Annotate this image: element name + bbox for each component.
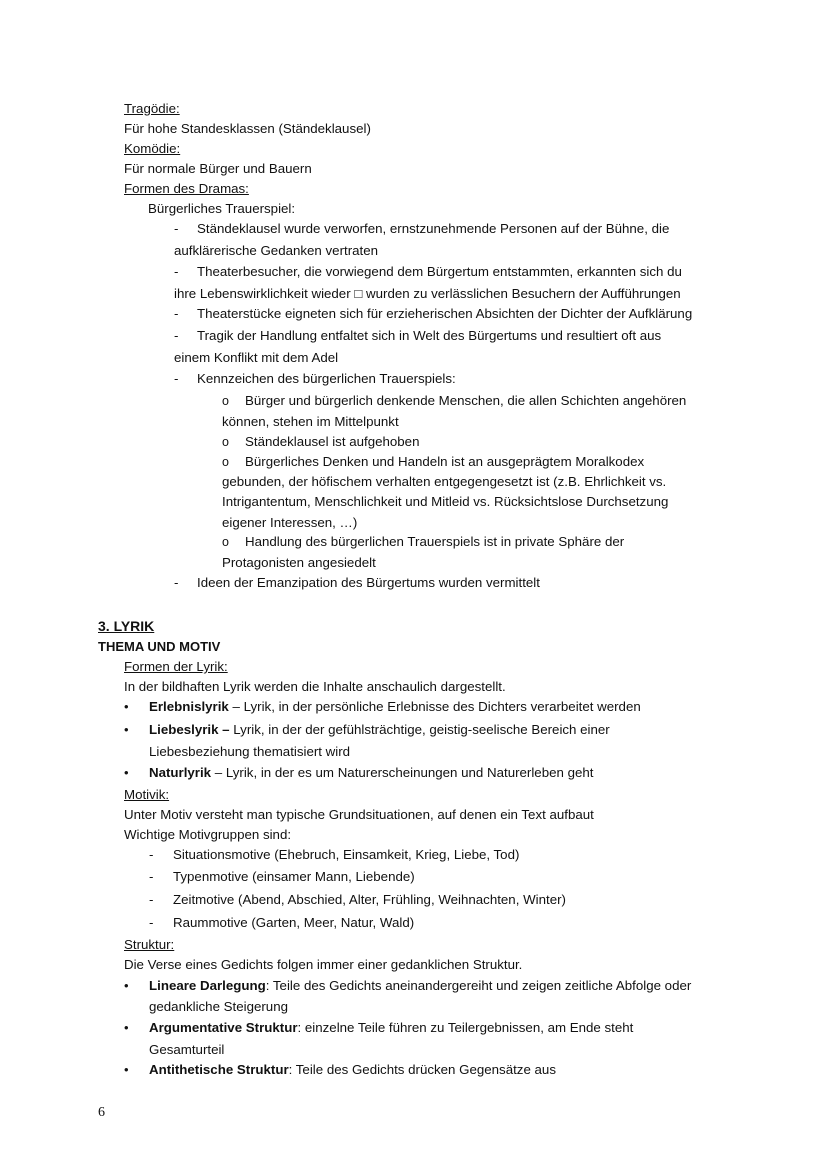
motivik-intro: Unter Motiv versteht man typische Grundsituationen, auf denen ein Text aufbaut [124, 807, 594, 822]
list-item: Ideen der Emanzipation des Bürgertums wurden vermittelt [197, 575, 540, 590]
list-item-continued: Liebesbeziehung thematisiert wird [149, 744, 351, 759]
list-item [149, 1061, 556, 1079]
komoedie-text: Für normale Bürger und Bauern [124, 161, 312, 176]
list-dash: - [174, 575, 179, 590]
circle-bullet: o [222, 394, 229, 408]
list-dash: - [149, 915, 154, 930]
bullet: • [124, 699, 129, 714]
list-item-continued: gedankliche Steigerung [149, 999, 288, 1014]
sub-list-item: Bürgerliches Denken und Handeln ist an ausgeprägtem Moralkodex [245, 454, 645, 469]
sub-list-item-continued: Protagonisten angesiedelt [222, 555, 376, 570]
list-term: Argumentative Struktur [149, 1020, 298, 1035]
bullet: • [124, 765, 129, 780]
motivgruppen-label: Wichtige Motivgruppen sind: [124, 827, 292, 842]
list-item: Typenmotive (einsamer Mann, Liebende) [173, 869, 415, 884]
circle-bullet: o [222, 455, 229, 469]
list-item-continued: aufklärerische Gedanken vertraten [174, 243, 378, 258]
formen-lyrik-intro: In der bildhaften Lyrik werden die Inhalte anschaulich dargestellt. [124, 679, 506, 694]
bullet: • [124, 978, 129, 993]
list-term: Lineare Darlegung [149, 978, 266, 993]
list-dash: - [174, 264, 179, 279]
komoedie-heading: Komödie: [124, 141, 181, 156]
list-dash: - [174, 221, 179, 236]
sub-list-item-continued: eigener Interessen, …) [222, 515, 358, 530]
list-item-continued: einem Konflikt mit dem Adel [174, 350, 339, 365]
sub-list-item-continued: können, stehen im Mittelpunkt [222, 414, 399, 429]
list-item: Tragik der Handlung entfaltet sich in Welt des Bürgertums und resultiert oft aus [197, 328, 662, 343]
list-dash: - [149, 892, 154, 907]
list-item: Zeitmotive (Abend, Abschied, Alter, Frühling, Weihnachten, Winter) [173, 892, 566, 907]
list-text: – Lyrik, in der persönliche Erlebnisse des Dichters verarbeitet werden [228, 699, 641, 714]
list-item [149, 721, 610, 739]
list-item: Ständeklausel wurde verworfen, ernstzunehmende Personen auf der Bühne, die [197, 221, 670, 236]
formen-dramas-heading: Formen des Dramas: [124, 181, 249, 196]
sub-list-item: Handlung des bürgerlichen Trauerspiels ist in private Sphäre der [245, 534, 625, 549]
buergerliches-trauerspiel-heading: Bürgerliches Trauerspiel: [148, 201, 296, 216]
section-title-lyrik: 3. LYRIK [98, 618, 155, 634]
bullet: • [124, 1020, 129, 1035]
bullet: • [124, 1062, 129, 1077]
list-dash: - [149, 847, 154, 862]
list-dash: - [174, 306, 179, 321]
list-item [149, 977, 691, 995]
list-term: Naturlyrik [149, 765, 212, 780]
list-item-continued: ihre Lebenswirklichkeit wieder □ wurden zu verlässlichen Besuchern der Aufführungen [174, 286, 681, 301]
list-text: : Teile des Gedichts drücken Gegensätze aus [288, 1062, 556, 1077]
list-item [149, 1019, 633, 1037]
list-item: Kennzeichen des bürgerlichen Trauerspiels: [197, 371, 456, 386]
circle-bullet: o [222, 535, 229, 549]
sub-list-item-continued: Intrigantentum, Menschlichkeit und Mitleid vs. Rücksichtslose Durchsetzung [222, 494, 669, 509]
list-dash: - [149, 869, 154, 884]
list-item: Theaterbesucher, die vorwiegend dem Bürgertum entstammten, erkannten sich du [197, 264, 682, 279]
sub-list-item-continued: gebunden, der höfischem verhalten entgegengesetzt ist (z.B. Ehrlichkeit vs. [222, 474, 667, 489]
list-item-continued: Gesamturteil [149, 1042, 225, 1057]
list-item: Raummotive (Garten, Meer, Natur, Wald) [173, 915, 415, 930]
list-item [149, 764, 593, 782]
list-item: Situationsmotive (Ehebruch, Einsamkeit, Krieg, Liebe, Tod) [173, 847, 520, 862]
motivik-heading: Motivik: [124, 787, 170, 802]
tragoedie-text: Für hohe Standesklassen (Ständeklausel) [124, 121, 371, 136]
list-text: : Teile des Gedichts aneinandergereiht und zeigen zeitliche Abfolge oder [265, 978, 692, 993]
sub-list-item: Ständeklausel ist aufgehoben [245, 434, 420, 449]
list-item: Theaterstücke eigneten sich für erzieherischen Absichten der Dichter der Aufklärung [197, 306, 693, 321]
list-dash: - [174, 371, 179, 386]
struktur-heading: Struktur: [124, 937, 175, 952]
list-text: – Lyrik, in der es um Naturerscheinungen und Naturerleben geht [211, 765, 594, 780]
bullet: • [124, 722, 129, 737]
list-text: Lyrik, in der der gefühlsträchtige, geistig-seelische Bereich einer [229, 722, 610, 737]
circle-bullet: o [222, 435, 229, 449]
sub-list-item: Bürger und bürgerlich denkende Menschen, die allen Schichten angehören [245, 393, 687, 408]
tragoedie-heading: Tragödie: [124, 101, 180, 116]
subsection-title-thema-motiv: THEMA UND MOTIV [98, 639, 221, 654]
list-item [149, 698, 641, 716]
list-text: : einzelne Teile führen zu Teilergebnissen, am Ende steht [297, 1020, 634, 1035]
list-term: Antithetische Struktur [149, 1062, 289, 1077]
formen-lyrik-heading: Formen der Lyrik: [124, 659, 228, 674]
struktur-intro: Die Verse eines Gedichts folgen immer einer gedanklichen Struktur. [124, 957, 523, 972]
list-term: Liebeslyrik – [149, 722, 230, 737]
list-dash: - [174, 328, 179, 343]
page-number: 6 [98, 1105, 105, 1120]
list-term: Erlebnislyrik [149, 699, 229, 714]
